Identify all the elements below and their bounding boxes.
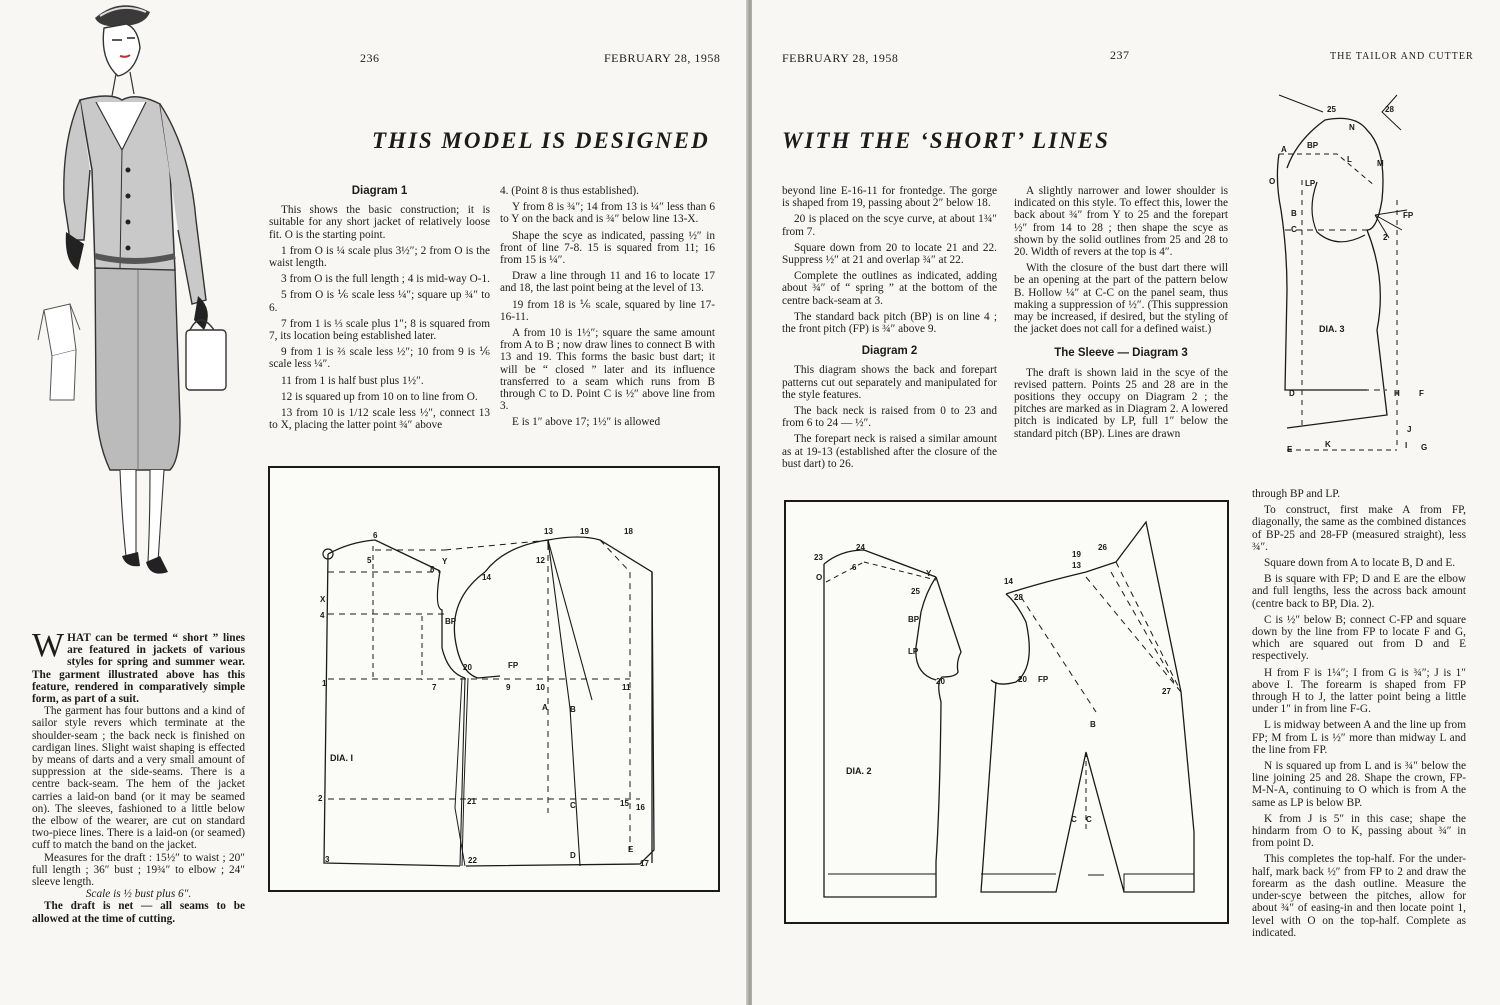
svg-text:27: 27 [1162, 687, 1171, 696]
paragraph: A from 10 is 1½″; square the same amount from A to B ; now draw lines to connect B with 13 and 19. This forms the basic bust dart; it will be “ closed ” later and its influence transferred to a seam which runs from B through C to D. Point C is ½″ above line from 3. [500, 327, 715, 413]
paragraph: B is square with FP; D and E are the elbow and full lengths, less the across back amount (centre back to BP, Dia. 2). [1252, 573, 1466, 610]
column-sleeve [1014, 185, 1228, 444]
svg-text:16: 16 [636, 803, 645, 812]
paragraph: H from F is 1¼″; I from G is ¾″; J is 1″ above I. The forearm is shaped from FP through H to J, the latter point being a little under 1″ in from line F-G. [1252, 666, 1466, 716]
svg-text:Y: Y [926, 569, 932, 578]
diagram-1-title: DIA. I [330, 753, 354, 763]
paragraph: E is 1″ above 17; 1½″ is allowed [512, 416, 661, 429]
intro-lead: HAT can be termed “ short ” lines are featured in jackets of various styles for spring and summer wear. The garment illustrated above has this feature, rendered in comparatively simple form, as part of a suit. [32, 632, 245, 706]
paragraph: L is midway between A and the line up from FP; M from L is ½″ more than midway L and the line from FP. [1252, 719, 1466, 756]
svg-text:25: 25 [1327, 105, 1336, 114]
svg-text:BP: BP [445, 617, 457, 626]
svg-text:O: O [816, 573, 823, 582]
svg-text:15: 15 [620, 799, 629, 808]
intro-net: The draft is net — all seams to be allowed at the time of cutting. [32, 900, 245, 925]
heading-sleeve: The Sleeve — Diagram 3 [1054, 347, 1188, 360]
svg-text:20: 20 [1018, 675, 1027, 684]
svg-text:5: 5 [367, 556, 372, 565]
svg-text:FP: FP [1403, 211, 1414, 220]
diagram-3 [1257, 90, 1472, 470]
paragraph: Square down from A to locate B, D and E. [1264, 557, 1456, 570]
paragraph: 20 is placed on the scye curve, at about 1¾″ from 7. [782, 213, 997, 238]
diagram-2-title: DIA. 2 [846, 766, 872, 776]
paragraph: Draw a line through 11 and 16 to locate 17 and 18, the last point being at the level of 13. [500, 270, 715, 295]
column-dia2 [782, 185, 997, 474]
paragraph: 19 from 18 is ⅙ scale, squared by line 17-16-11. [500, 298, 715, 323]
svg-text:18: 18 [624, 527, 633, 536]
svg-text:7: 7 [432, 683, 437, 692]
svg-text:28: 28 [1385, 105, 1394, 114]
paragraph: 3 from O is the full length ; 4 is mid-way O-1. [281, 273, 490, 286]
paragraph: 1 from O is ¼ scale plus 3½″; 2 from O is the waist length. [269, 244, 490, 270]
intro-scale: Scale is ½ bust plus 6″. [85, 888, 192, 901]
svg-text:2: 2 [1383, 233, 1388, 242]
paragraph: N is squared up from L and is ¾″ below the line joining 25 and 28. Shape the crown, FP-M-N-A, continuing to O which is from A the same as LP is below BP. [1252, 760, 1466, 809]
svg-text:1: 1 [322, 679, 327, 688]
svg-text:E: E [628, 845, 634, 854]
paragraph: through BP and LP. [1252, 488, 1341, 500]
svg-text:A: A [1281, 145, 1287, 154]
svg-text:M: M [1377, 159, 1384, 168]
paragraph: 12 is squared up from 10 on to line from O. [281, 390, 478, 403]
svg-text:3: 3 [325, 855, 330, 864]
svg-text:L: L [1347, 155, 1352, 164]
svg-text:21: 21 [467, 797, 476, 806]
headline-right: WITH THE ‘SHORT’ LINES [782, 128, 1110, 153]
svg-text:FP: FP [1038, 675, 1049, 684]
paragraph: 9 from 1 is ⅔ scale less ½″; 10 from 9 is ⅙ scale less ¼″. [269, 346, 490, 371]
paragraph: Complete the outlines as indicated, adding about ¾″ of “ spring ” at the bottom of the centre back-seam at 3. [782, 270, 997, 307]
svg-text:13: 13 [1072, 561, 1081, 570]
column-diagram-1 [269, 185, 490, 435]
column-sleeve-cont [1252, 488, 1466, 943]
column-diagram-1-cont [500, 185, 715, 433]
svg-text:E: E [1287, 445, 1293, 454]
svg-text:I: I [1405, 441, 1408, 450]
paragraph: K from J is 5″ in this case; shape the hindarm from O to K, passing about ¾″ in from point D. [1252, 812, 1466, 850]
svg-text:BP: BP [1307, 141, 1319, 150]
svg-text:O: O [1269, 177, 1276, 186]
dropcap: W [32, 627, 65, 664]
paragraph: With the closure of the bust dart there will be an opening at the part of the pattern below B. Hollow ¼″ at C-C on the panel seam, thus making a suppression of ½″. (This suppression may be increased, if desired, but the styling of the jacket does not call for a defined waist.) [1014, 262, 1228, 336]
paragraph: The standard back pitch (BP) is on line 4 ; the front pitch (FP) is ¾″ above 9. [782, 310, 997, 336]
svg-text:17: 17 [640, 859, 649, 868]
diagram-1 [270, 468, 718, 890]
diagram-2 [786, 502, 1227, 922]
svg-text:D: D [1289, 389, 1295, 398]
svg-text:4: 4 [320, 611, 325, 620]
paragraph: Square down from 20 to locate 21 and 22. Suppress ½″ at 21 and overlap ¾″ at 22. [782, 241, 997, 267]
paragraph: Y from 8 is ¾″; 14 from 13 is ¼″ less than 6 to Y on the back and is ¾″ below line 13-X. [500, 201, 715, 226]
svg-text:28: 28 [1014, 593, 1023, 602]
svg-text:J: J [1407, 425, 1412, 434]
svg-text:FP: FP [508, 661, 519, 670]
svg-text:19: 19 [580, 527, 589, 536]
page-number-right: 237 [1110, 48, 1130, 62]
paragraph: 11 from 1 is half bust plus 1½″. [281, 374, 424, 387]
fashion-illustration [0, 0, 270, 625]
svg-text:2: 2 [318, 794, 323, 803]
svg-text:C: C [1291, 225, 1297, 234]
page-number-left: 236 [360, 51, 380, 65]
left-page [0, 0, 748, 1005]
intro-measures: Measures for the draft : 15½″ to waist ; 20″ full length ; 36″ bust ; 19¾″ to elbow ; 24″ sleeve length. [32, 851, 245, 889]
paragraph: A slightly narrower and lower shoulder is indicated on this style. To effect this, lower the back about ¾″ from Y to 25 and the forepart ½″ from 14 to 28 ; then shape the scye as shown by the solid outlines from 25 and 28 to 20. Width of revers at the top is 4″. [1014, 185, 1228, 259]
paragraph: The forepart neck is raised a similar amount as at 19-13 (established after the closure of the bust dart) to 26. [782, 433, 997, 470]
heading-diagram-2: Diagram 2 [861, 345, 918, 358]
paragraph: This diagram shows the back and forepart patterns cut out separately and manipulated for the style features. [782, 364, 997, 401]
paragraph: This shows the basic construction; it is suitable for any short jacket of relatively loose fit. O is the starting point. [269, 204, 490, 241]
diagram-3-title: DIA. 3 [1319, 324, 1345, 334]
right-page [752, 0, 1500, 1005]
svg-text:LP: LP [1305, 179, 1316, 188]
svg-text:12: 12 [536, 556, 545, 565]
paragraph: 4. (Point 8 is thus established). [500, 185, 640, 197]
svg-text:C: C [1071, 815, 1077, 824]
paragraph: Shape the scye as indicated, passing ½″ in front of line 7-8. 15 is squared from 11; 16 from 15 is ¼″. [500, 229, 715, 267]
svg-text:6: 6 [373, 531, 378, 540]
svg-text:25: 25 [911, 587, 920, 596]
svg-text:N: N [1349, 123, 1355, 132]
svg-text:24: 24 [856, 543, 865, 552]
svg-text:C: C [1086, 815, 1092, 824]
svg-text:B: B [1090, 720, 1096, 729]
date-right: FEBRUARY 28, 1958 [782, 51, 899, 65]
svg-text:13: 13 [544, 527, 553, 536]
svg-text:10: 10 [536, 683, 545, 692]
paragraph: 7 from 1 is ⅓ scale plus 1″; 8 is squared from 7, its location being established later. [269, 317, 490, 343]
svg-text:20: 20 [463, 663, 472, 672]
svg-text:14: 14 [482, 573, 491, 582]
date-left: FEBRUARY 28, 1958 [604, 51, 721, 65]
svg-text:14: 14 [1004, 577, 1013, 586]
svg-text:BP: BP [908, 615, 920, 624]
svg-text:9: 9 [506, 683, 511, 692]
svg-text:19: 19 [1072, 550, 1081, 559]
svg-text:22: 22 [468, 856, 477, 865]
intro-body: The garment has four buttons and a kind of sailor style revers which terminate at the shoulder-seam ; the back neck is finished on cardigan lines. Slight waist shaping is effected by means of darts and a very small amount of suppression at the side-seams. There is a centre back-seam. The hem of the jacket carries a laid-on band (or it may be seamed on). The sleeves, fashioned to a little below the elbow of the wearer, are cut on standard two-piece lines. There is a laid-on (or seamed) cuff to match the band on the jacket. [32, 705, 245, 852]
svg-text:K: K [1325, 440, 1331, 449]
svg-text:Y: Y [442, 557, 448, 566]
diagram-2-box [784, 500, 1229, 924]
svg-text:A: A [542, 703, 548, 712]
svg-text:23: 23 [814, 553, 823, 562]
svg-text:C: C [570, 801, 576, 810]
paragraph: beyond line E-16-11 for frontedge. The gorge is shaped from 19, passing about 2″ below 18. [782, 185, 997, 210]
svg-text:B: B [1291, 209, 1297, 218]
svg-text:G: G [1421, 443, 1428, 452]
heading-diagram-1: Diagram 1 [351, 185, 408, 197]
svg-text:8: 8 [430, 565, 435, 574]
svg-text:F: F [1419, 389, 1424, 398]
svg-text:B: B [570, 705, 576, 714]
intro-text [32, 627, 245, 925]
paragraph: This completes the top-half. For the under-half, mark back ½″ from FP to 2 and draw the forearm as the dash outline. Measure the under-scye between the pitches, allow for about ¾″ of easing-in and then locate point 1, level with O on the top-half. Complete as indicated. [1252, 853, 1466, 939]
svg-text:26: 26 [1098, 543, 1107, 552]
paragraph: 13 from 10 is 1/12 scale less ½″, connect 13 to X, placing the latter point ¾″ above [269, 407, 490, 432]
paragraph: 5 from O is ⅙ scale less ¼″; square up ¾″ to 6. [269, 289, 490, 314]
svg-text:6: 6 [852, 563, 857, 572]
headline-left: THIS MODEL IS DESIGNED [372, 128, 710, 153]
svg-text:20: 20 [936, 677, 945, 686]
svg-text:LP: LP [908, 647, 919, 656]
paragraph: The back neck is raised from 0 to 23 and from 6 to 24 — ½″. [782, 405, 997, 430]
svg-text:X: X [320, 595, 326, 604]
svg-text:11: 11 [622, 683, 631, 692]
diagram-1-box [268, 466, 720, 892]
publication-name: THE TAILOR AND CUTTER [1330, 51, 1474, 62]
paragraph: C is ½″ below B; connect C-FP and square down by the line from FP to locate F and G, which are squared out from D and E respectively. [1252, 613, 1466, 663]
paragraph: The draft is shown laid in the scye of the revised pattern. Points 25 and 28 are in the positions they occupy on Diagram 2 ; the pitches are marked as in Diagram 2. A lowered pitch is indicated by LP, full 1″ below the standard pitch (BP). Lines are drawn [1014, 366, 1228, 440]
svg-text:H: H [1394, 389, 1400, 398]
svg-text:D: D [570, 851, 576, 860]
paragraph: To construct, first make A from FP, diagonally, the same as the combined distances of BP-25 and 28-FP (measured straight), less ¾″. [1252, 504, 1466, 553]
